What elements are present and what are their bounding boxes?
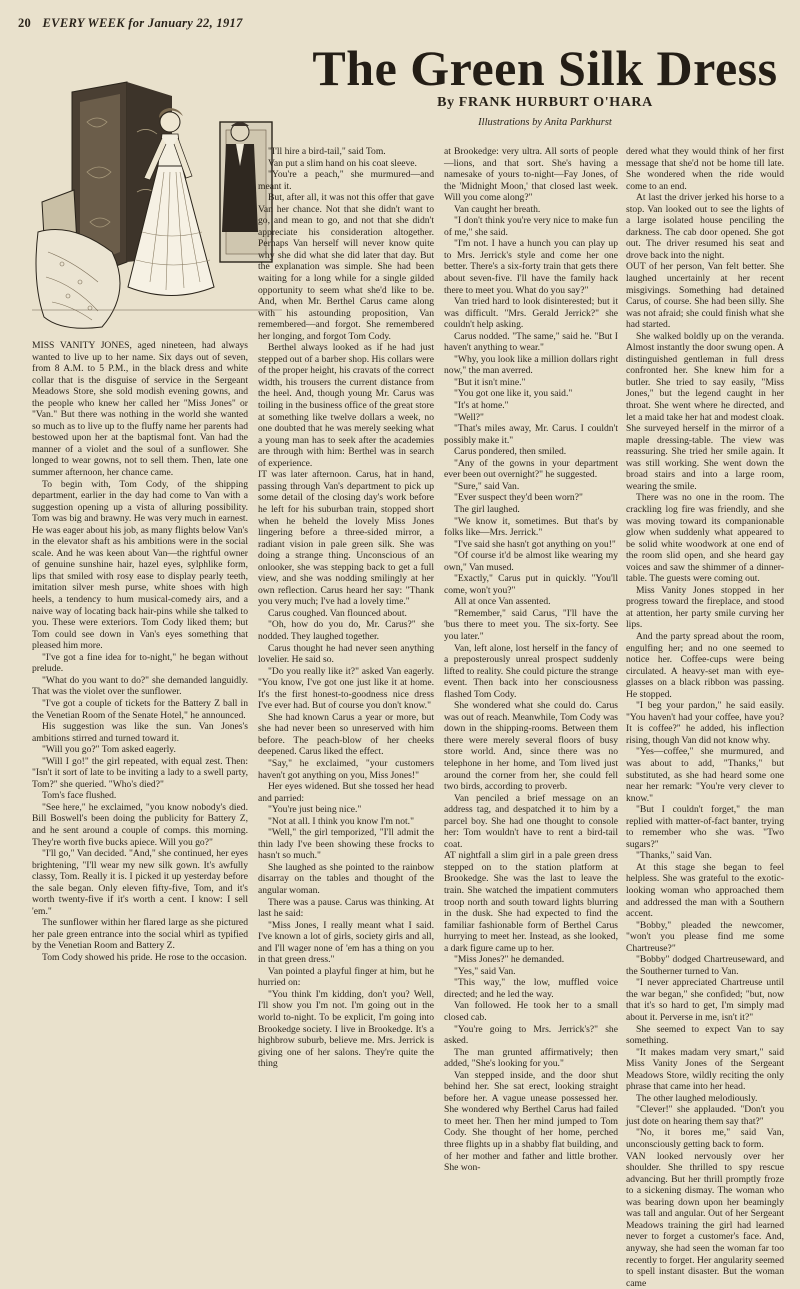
paragraph: At this stage she began to feel helpless. She was grateful to the exotic-looking woman who approached them and addressed the man with a Southern accent. <box>626 861 784 920</box>
paragraph: "Why, you look like a million dollars right now," the man averred. <box>444 353 618 377</box>
paragraph: "I've got a couple of tickets for the Battery Z ball in the Venetian Room of the Senate Hotel," he announced. <box>32 697 248 721</box>
paragraph: "Clever!" she applauded. "Don't you just dote on hearing them say that?" <box>626 1104 784 1127</box>
paragraph: Van followed. He took her to a small closed cab. <box>444 1000 618 1024</box>
paragraph: "Will I go!" the girl repeated, with equal zest. Then: "Isn't it sort of late to be inviting a lady to a swell party, Tom?" she queried. "Who's died?" <box>32 755 248 790</box>
paragraph: The man grunted affirmatively; then added, "She's looking for you." <box>444 1046 618 1070</box>
paragraph: Van stepped inside, and the door shut behind her. She sat erect, looking straight before her. A vague unease possessed her. She wondered why Berthel Carus had failed to meet her. Then her mind jumped to Tom Cody. She thought of her home, perched three flights up in a shabby flat building, and of her mother and father and little brother. She won- <box>444 1069 618 1174</box>
paragraph: "Bobby," pleaded the newcomer, "won't you please find me some Chartreuse?" <box>626 919 784 954</box>
paragraph: "That's miles away, Mr. Carus. I couldn't possibly make it." <box>444 423 618 446</box>
paragraph: Van caught her breath. <box>454 203 541 215</box>
paragraph: "I'll hire a bird-tail," said Tom. <box>268 146 386 157</box>
paragraph: Van put a slim hand on his coat sleeve. <box>268 157 417 169</box>
paragraph: "See here," he exclaimed, "you know nobody's died. Bill Boswell's been doing the publicity for Battery Z, and he sent around a couple of comps. this morning. They're worth five bucks apiece. Will you go?" <box>32 801 248 848</box>
running-header <box>18 16 782 34</box>
running-head: EVERY WEEK for January 22, 1917 <box>42 16 243 30</box>
paragraph: Carus coughed. Van flounced about. <box>268 607 407 619</box>
paragraph: Berthel always looked as if he had just stepped out of a barber shop. His collars were of the proper height, his cravats of the correct width, his trousers the current distance from the heel. And, though young Mr. Carus was toiling in the business office of the great store at something like twelve dollars a week, no one doubted that he was merely seeking what a young man has to seek after the academies are through with him: Berthel was in search of experience. <box>258 342 434 469</box>
paragraph: She had known Carus a year or more, but she had never been so unreserved with him before. The peach-blow of her cheeks deepened. Carus liked the effect. <box>258 711 434 758</box>
paragraph: at Brookedge: very ultra. All sorts of people—lions, and that sort. She's having a namesake of yours to-night—Fay Jones, of the 'Midnight Moon,' that closed last week. Will you come along?" <box>444 146 618 204</box>
page-number: 20 <box>18 16 32 30</box>
illustrations-credit: Illustrations by Anita Parkhurst <box>478 117 612 128</box>
paragraph: "Of course it'd be almost like wearing my own," Van mused. <box>444 550 618 573</box>
paragraph: "Ever suspect they'd been worn?" <box>454 492 583 504</box>
paragraph: "Not at all. I think you know I'm not." <box>268 815 414 827</box>
paragraph: MISS VANITY JONES, aged nineteen, had always wanted to live up to her name. Six days out of seven, from 8 A.M. to 5 P.M., in the black dress and white collar that is the disguise of service in the Sergeant Meadows Store, she sold modish evening gowns, and the people who knew her called her "Miss Jones" or "Van." But there was nothing in the world she wanted so much as to live up to the fluffy name her parents had bestowed upon her at the baptismal font. Van had the manner of a violet and the soul of a sunflower. She longed to wear gowns, not to sell them. Then, late one summer afternoon, her chance came. <box>32 340 248 479</box>
paragraph: "It's at home." <box>454 400 509 412</box>
paragraph: "Miss Jones?" he demanded. <box>454 954 565 966</box>
paragraph: "You think I'm kidding, don't you? Well, I'll show you I'm not. I'm going out in the world to-night. To be explicit, I'm going into Brookedge society. I live in Brookedge. It's a highbrow suburb, believe me. Mrs. Jerrick is giving one of her salons. They're quite the thing <box>258 988 434 1070</box>
paragraph: "I beg your pardon," he said easily. "You haven't had your coffee, have you? It is coffee?" he added, his inflection rising, though Van did not know why. <box>626 700 784 746</box>
paragraph: "Well," the girl temporized, "I'll admit the thin lady I've been showing these frocks to hasn't so much." <box>258 827 434 862</box>
paragraph: "Exactly," Carus put in quickly. "You'll come, won't you?" <box>444 573 618 596</box>
paragraph: "I've said she hasn't got anything on you!" <box>454 538 616 550</box>
paragraph: "Well?" <box>454 411 484 423</box>
paragraph: Van penciled a brief message on an address tag, and despatched it to him by a parcel boy. She had one thought to console her: Tom wouldn't have to rent a bird-tail coat. <box>444 792 618 850</box>
paragraph: "No, it bores me," said Van, unconsciously getting back to form. <box>626 1127 784 1151</box>
text-column-1 <box>32 340 248 1090</box>
paragraph: Tom Cody showed his pride. He rose to the occasion. <box>42 951 247 963</box>
paragraph: "You're a peach," she murmured—and meant it. <box>258 169 434 192</box>
text-column-4 <box>626 146 784 1289</box>
paragraph: "But it isn't mine." <box>454 376 526 388</box>
story-illustration <box>32 82 282 334</box>
paragraph: "Thanks," said Van. <box>636 850 712 862</box>
paragraph: Van tried hard to look disinterested; but it was difficult. "Mrs. Gerald Jerrick?" she couldn't help asking. <box>444 296 618 331</box>
paragraph: "I never appreciated Chartreuse until the war began," she confided; "but, now that it's so hard to get, I'm simply mad about it. Perverse in me, isn't it?" <box>626 977 784 1024</box>
paragraph: But, after all, it was not this offer that gave Van her chance. Not that she didn't want to go, and mean to go, and not that she didn't appreciate his consideration altogether. Perhaps Van herself will never know quite why she did what she did later that day. But the explanation was simple. She had been waiting for a long while for a single gilded opportunity to seem what she'd like to be. And, when Mr. Berthel Carus came along with his astounding proposition, Van remembered—and forgot. She remembered her longing, and forgot Tom Cody. <box>258 192 434 342</box>
byline: By FRANK HURBURT O'HARA <box>437 95 653 110</box>
paragraph: "But I couldn't forget," the man replied with matter-of-fact banter, trying to remember who she was. "Two sugars?" <box>626 804 784 850</box>
paragraph: "You're just being nice." <box>268 804 362 816</box>
paragraph: "You're going to Mrs. Jerrick's?" she asked. <box>444 1023 618 1047</box>
paragraph: "Miss Jones, I really meant what I said. I've known a lot of girls, society girls and all, and I'll wager none of 'em has a thing on you in that green dress." <box>258 919 434 966</box>
paragraph: "Do you really like it?" asked Van eagerly. "You know, I've got one just like it at home. It's the first honest-to-goodness nice dress I've ever had. But of course you don't know." <box>258 665 434 712</box>
paragraph: At last the driver jerked his horse to a stop. Van looked out to see the lights of a large isolated house penciling the darkness. The cab door opened. She got out. The driver resumed his seat and drove back into the night. <box>626 192 784 261</box>
paragraph: Van pointed a playful finger at him, but he hurried on: <box>258 965 434 989</box>
paragraph: The sunflower within her flared large as she pictured her pale green entrance into the social whirl as typified by the Venetian Room and Battery Z. <box>32 917 248 952</box>
paragraph: And the party spread about the room, engulfing her; and no one seemed to notice her. Coffee-cups were being circulated. A heavy-set man with eye-glasses on a black ribbon was passing. He stopped. <box>626 630 784 700</box>
paragraph: IT was later afternoon. Carus, hat in hand, passing through Van's department to pick up some detail of the closing day's work before he left for his suburban train, stopped short when he beheld the lovely Miss Jones lingering before a three-sided mirror, a radiant vision in pale green silk. She was doing a strange thing. Unconscious of an onlooker, she was stepping back to get a full view, and she was nodding smilingly at her own reflection. Carus heard her say: "Thank you very much; I've had a lovely time." <box>258 469 434 608</box>
paragraph: Her eyes widened. But she tossed her head and parried: <box>258 781 434 804</box>
paragraph: "Any of the gowns in your department ever been out overnight?" he suggested. <box>444 457 618 481</box>
paragraph: "Say," he exclaimed, "your customers haven't got anything on you, Miss Jones!" <box>258 757 434 781</box>
paragraph: "You got one like it, you said." <box>454 388 573 400</box>
paragraph: She seemed to expect Van to say something. <box>626 1023 784 1047</box>
paragraph: "This way," the low, muffled voice directed; and he led the way. <box>444 977 618 1000</box>
paragraph: Carus pondered, then smiled. <box>454 446 567 458</box>
paragraph: "Sure," said Van. <box>454 480 520 492</box>
paragraph: "Oh, how do you do, Mr. Carus?" she nodded. They laughed together. <box>258 619 434 642</box>
paragraph: Carus nodded. "The same," said he. "But I haven't anything to wear." <box>444 330 618 354</box>
paragraph: There was a pause. Carus was thinking. At last he said: <box>258 896 434 920</box>
paragraph: dered what they would think of her first message that she'd not be home till late. She wondered when the ride would come to an end. <box>626 146 784 192</box>
paragraph: "It makes madam very smart," said Miss Vanity Jones of the Sergeant Meadows Store, wildly reciting the only phrase that came into her head. <box>626 1046 784 1093</box>
text-column-2 <box>258 146 434 1090</box>
paragraph: OUT of her person, Van felt better. She laughed uncertainly at her recent misgivings. Something had detained Carus, of course. She had been silly. She was not afraid; she could finish what she had started. <box>626 261 784 331</box>
paragraph: "Yes—coffee," she murmured, and was about to add, "Thanks," but substituted, as she had heard some one near her remark: "You're very clever to know." <box>626 746 784 804</box>
paragraph: AT nightfall a slim girl in a pale green dress stepped on to the station platform at Brookedge. She was the last to leave the train. She watched the impatient commuters troop north and south toward lights blurring in the dusk. She had expected to find the familiar fashionable form of Berthel Carus hurrying to meet her. Instead, as she looked, a dark figure came up to her. <box>444 850 618 954</box>
paragraph: "I've got a fine idea for to-night," he began without prelude. <box>32 651 248 675</box>
paragraph: There was no one in the room. The crackling log fire was friendly, and she was moving toward its companionable glow when suddenly what appeared to be solid white woodwork at one end of the room slid open, and she heard gay voices and saw the shimmer of a dinner-table. The guests were coming out. <box>626 492 784 585</box>
paragraph: "Yes," said Van. <box>454 965 516 977</box>
paragraph: "I'll go," Van decided. "And," she continued, her eyes brightening, "I'll wear my new silk gown. It's awfully classy, Tom. Really it is. I picked it up yesterday before the sale began. Only eleven fifty-five, Tom, and it's worth twenty-five if it's worth a cent. I know: I sell 'em." <box>32 848 248 917</box>
paragraph: To begin with, Tom Cody, of the shipping department, earlier in the day had come to Van with a suggestion opening up a vista of alluring possibility. Tom was big and brawny. He was very much in earnest. He was eager about his job, as many flights below Van's in the elevator shaft as his ambitions were in the social scale. And he was keen about Van—the rightful owner of genuine sunshine hair, hazel eyes, sylphlike form, lips that smiled with rosy ease to display pearly teeth, imitation silver mesh purse, white shoes with high heels, a tendency to hum musical-comedy airs, and a naive way of locating back hair-pins while she talked to you. These were exteriors. Tom Cody liked them; but Tom could see down in Van's eyes something that pleased him more. <box>32 478 248 652</box>
text-column-3 <box>444 146 618 1174</box>
paragraph: "I'm not. I have a hunch you can play up to Mrs. Jerrick's style and come her one better. There's a six-forty train that gets there about seven-five. I'll have the family hack there to meet you. What do you say?" <box>444 238 618 296</box>
paragraph: "We know it, sometimes. But that's by folks like—Mrs. Jerrick." <box>444 515 618 539</box>
paragraph: VAN looked nervously over her shoulder. She thrilled to spy rescue advancing. But her thrill promptly froze to a sickening dismay. The woman who was bearing down upon her beamingly was tall and angular. Out of her Sergeant Meadows training the girl had learned never to forget a customer's face. And, anyway, she had seen the woman far too recently to forget. Her angularity seemed to spell instant disaster. But the woman came <box>626 1150 784 1289</box>
paragraph: Miss Vanity Jones stopped in her progress toward the fireplace, and stood at attention, her party smile curving her lips. <box>626 584 784 631</box>
paragraph: "Remember," said Carus, "I'll have the 'bus there to meet you. The six-forty. See you later." <box>444 607 618 642</box>
paragraph: His suggestion was like the sun. Van Jones's ambitions stirred and turned toward it. <box>32 721 248 744</box>
paragraph: Carus thought he had never seen anything lovelier. He said so. <box>258 642 434 666</box>
paragraph: "Bobby" dodged Chartreuseward, and the Southerner turned to Van. <box>626 954 784 977</box>
paragraph: She laughed as she pointed to the rainbow disarray on the tables and thought of the angular woman. <box>258 861 434 896</box>
paragraph: Tom's face flushed. <box>42 790 117 802</box>
paragraph: "What do you want to do?" she demanded languidly. That was the violet over the sunflower. <box>32 674 248 698</box>
paragraph: She walked boldly up on the veranda. Almost instantly the door swung open. A distinguished gentleman in full dress confronted her. She knew him for a butler. She tried to say easily, "Miss Jones," but the legend caught in her throat. She went where he directed, and let a maid take her hat and modest cloak. She surveyed herself in the mirror of a maple dressing-table. The view was reassuring. She tried her smile again. It was still working. She went down the broad stairs and into a large room, wearing the smile. <box>626 330 784 492</box>
paragraph: Van, left alone, lost herself in the fancy of a preposterously unreal prospect suddenly lifted to reality. She could picture the strange event. Then back into her consciousness flashed Tom Cody. <box>444 642 618 700</box>
paragraph: She wondered what she could do. Carus was out of reach. Meanwhile, Tom Cody was down in the shipping-rooms. Between them there were merely several floors of busy store world. And, since there was no telephone in her home, and Tom lived just around the corner from her, she could fell two birds, according to proverb. <box>444 700 618 793</box>
paragraph: "Will you go?" Tom asked eagerly. <box>42 744 176 756</box>
paragraph: The girl laughed. <box>454 503 520 515</box>
paragraph: All at once Van assented. <box>454 596 551 608</box>
paragraph: "I don't think you're very nice to make fun of me," she said. <box>444 215 618 238</box>
story-title: The Green Silk Dress <box>312 40 778 96</box>
paragraph: The other laughed melodiously. <box>636 1092 758 1104</box>
